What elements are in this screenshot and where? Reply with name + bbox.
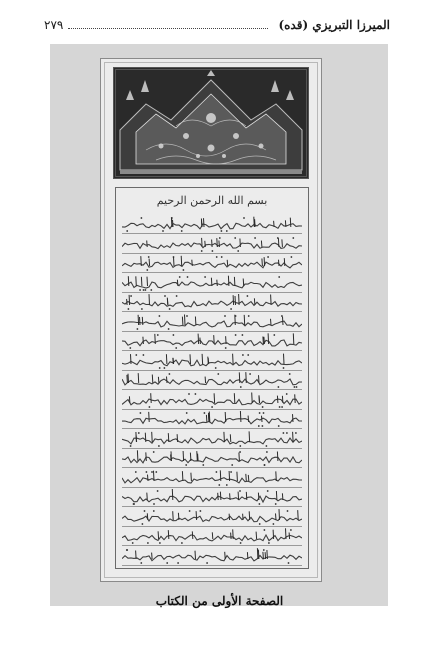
page-number: ٢٧٩ [44,18,64,32]
manuscript-script-line [122,390,302,410]
manuscript-script-line [122,526,302,546]
manuscript-script-line [122,370,302,390]
running-head-title: الميرزا التبريزي (قده) [278,18,390,32]
manuscript-script-line [122,214,302,234]
running-head [44,18,390,36]
headpiece-ornament [116,70,306,176]
manuscript-script-line [122,273,302,293]
manuscript-script-line [122,331,302,351]
manuscript-script-line [122,487,302,507]
manuscript-script-line [122,292,302,312]
illuminated-headpiece [113,67,309,179]
manuscript-script-line [122,253,302,273]
manuscript-script-line [122,312,302,332]
manuscript-page [100,58,322,582]
manuscript-script-line [122,468,302,488]
manuscript-script-line [122,409,302,429]
leader-dots [68,28,268,29]
manuscript-ruling [122,565,302,566]
manuscript-script-line [122,429,302,449]
manuscript-script-line [122,507,302,527]
basmala: بسم الله الرحمن الرحيم [156,194,268,207]
figure-caption: الصفحة الأولى من الكتاب [155,594,284,608]
manuscript-script-line [122,351,302,371]
manuscript-script-line [122,448,302,468]
manuscript-text-panel [115,187,309,569]
manuscript-script-line [122,234,302,254]
manuscript-script-line [122,546,302,566]
